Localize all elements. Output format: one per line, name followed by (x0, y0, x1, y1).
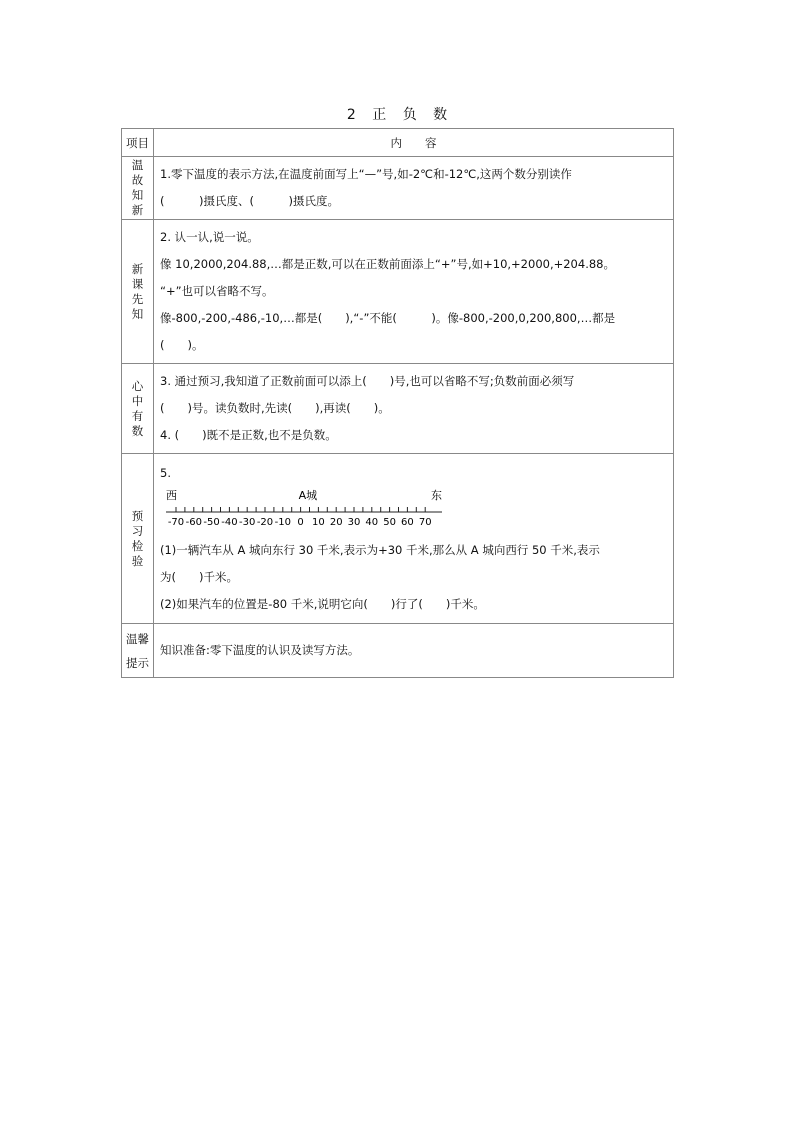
tick-label: -10 (274, 516, 291, 528)
content-line: (1)一辆汽车从 A 城向东行 30 千米,表示为+30 千米,那么从 A 城向西行 50 千米,表示 (160, 542, 600, 557)
label-char: 课 (131, 276, 144, 291)
label-char: 数 (131, 423, 144, 438)
label-text: 温馨 (126, 631, 149, 646)
table-row (122, 220, 674, 364)
row-content (154, 454, 674, 624)
row-label (122, 220, 154, 364)
tick-label: 30 (347, 516, 361, 528)
label-char: 知 (131, 188, 144, 202)
tick-label: -30 (239, 516, 256, 528)
content-line: 3. 通过预习,我知道了正数前面可以添上( )号,也可以省略不写;负数前面必须写 (160, 374, 575, 388)
tick-label: 0 (297, 516, 304, 528)
label-char: 心 (131, 378, 144, 393)
content-line: ( )。 (160, 338, 204, 352)
row-label (122, 454, 154, 624)
table-header-row (122, 129, 674, 157)
label-char: 知 (131, 306, 144, 321)
tick-label: -50 (203, 516, 220, 528)
number-line-svg (160, 487, 450, 535)
content-line: 知识准备:零下温度的认识及读写方法。 (160, 643, 360, 657)
east-label: 东 (431, 488, 442, 502)
table-row (122, 454, 674, 624)
label-char: 检 (131, 538, 144, 553)
label-char: 验 (131, 553, 144, 568)
tick-label: 60 (401, 516, 414, 528)
label-char: 中 (131, 393, 144, 408)
title-char: 数 (433, 107, 448, 123)
tick-label: -60 (185, 516, 202, 528)
label-char: 预 (131, 508, 144, 523)
tick-label: 20 (329, 516, 343, 528)
tick-label: -20 (256, 516, 274, 528)
worksheet-table (121, 128, 674, 678)
header-item: 项目 (122, 129, 154, 157)
west-label: 西 (166, 488, 177, 502)
tick-label: -40 (221, 516, 238, 528)
label-text: 提示 (126, 655, 149, 670)
tick-label: 70 (418, 516, 432, 528)
table-row (122, 624, 674, 678)
row-label (122, 157, 154, 220)
tick-label: -70 (167, 516, 185, 528)
title-char: 负 (402, 107, 417, 123)
row-label (122, 364, 154, 454)
label-char: 先 (131, 291, 144, 306)
title-char: 正 (372, 107, 387, 123)
row-label (122, 624, 154, 678)
label-char: 新 (131, 203, 144, 217)
tick-label: 10 (312, 516, 325, 528)
label-char: 故 (131, 173, 144, 187)
label-char: 新 (131, 261, 144, 276)
row-content (154, 624, 674, 678)
label-char: 习 (131, 523, 144, 538)
content-line: 4. ( )既不是正数,也不是负数。 (160, 428, 337, 442)
title-number: 2 (346, 107, 356, 123)
page-title (0, 104, 794, 124)
content-line: (2)如果汽车的位置是-80 千米,说明它向( )行了( )千米。 (160, 596, 485, 611)
content-line: 为( )千米。 (160, 569, 238, 584)
content-line: 2. 认一认,说一说。 (160, 230, 259, 244)
content-line: ( )摄氏度、( )摄氏度。 (160, 194, 339, 208)
tick-label: 50 (383, 516, 396, 528)
city-label: A城 (298, 488, 318, 502)
content-line: 5. (160, 465, 171, 480)
header-content: 内 容 (154, 129, 674, 157)
content-line: 像 10,2000,204.88,…都是正数,可以在正数前面添上“+”号,如+10,+2000,+204.88。 (160, 257, 615, 271)
table-row (122, 364, 674, 454)
table-row (122, 157, 674, 220)
row-content (154, 220, 674, 364)
row-content (154, 364, 674, 454)
content-line: 像-800,-200,-486,-10,…都是( ),“-”不能( )。像-800,-200,0,200,800,…都是 (160, 311, 616, 325)
tick-label: 40 (365, 516, 379, 528)
label-char: 温 (131, 158, 144, 172)
number-line (160, 487, 667, 535)
content-line: ( )号。读负数时,先读( ),再读( )。 (160, 401, 390, 415)
content-line: “+”也可以省略不写。 (160, 284, 274, 298)
row-content (154, 157, 674, 220)
label-char: 有 (131, 408, 144, 423)
content-line: 1.零下温度的表示方法,在温度前面写上“—”号,如-2℃和-12℃,这两个数分别读作 (160, 167, 572, 181)
